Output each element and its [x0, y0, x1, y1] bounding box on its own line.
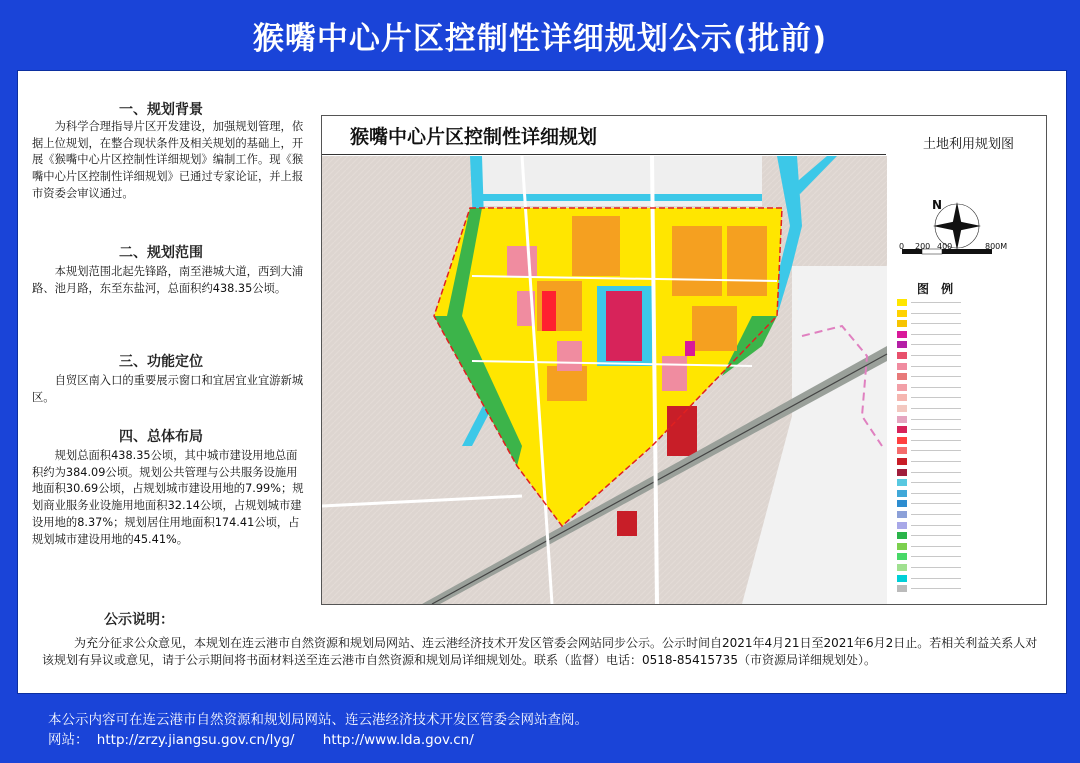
- footer-url-1[interactable]: http://zrzy.jiangsu.gov.cn/lyg/: [96, 732, 295, 748]
- legend-line: [911, 482, 961, 483]
- legend-line: [911, 397, 961, 398]
- legend-swatch: [897, 331, 907, 338]
- section-body-scope: 本规划范围北起先锋路，南至港城大道，西到大浦路、池月路，东至东盐河，总面积约438.35公顷。: [32, 265, 304, 295]
- legend-line: [911, 419, 961, 420]
- legend-line: [911, 355, 961, 356]
- legend-swatch: [897, 575, 907, 582]
- scale-label-800: 800M: [985, 242, 1008, 251]
- legend-swatch: [897, 405, 907, 412]
- legend-line: [911, 546, 961, 547]
- legend-line: [911, 472, 961, 473]
- legend-item: [897, 351, 961, 360]
- section-heading-scope: 二、规划范围: [119, 245, 203, 261]
- legend-line: [911, 344, 961, 345]
- legend-line: [911, 302, 961, 303]
- legend-swatch: [897, 479, 907, 486]
- legend-item: [897, 574, 961, 583]
- legend-item: [897, 531, 961, 540]
- legend-item: [897, 330, 961, 339]
- legend-swatch: [897, 522, 907, 529]
- legend-line: [911, 387, 961, 388]
- section-heading-function: 三、功能定位: [119, 354, 203, 370]
- legend-line: [911, 578, 961, 579]
- legend-item: [897, 478, 961, 487]
- legend-item: [897, 552, 961, 561]
- notice-heading: 公示说明：: [104, 612, 174, 628]
- scale-label-400: 400: [937, 242, 953, 251]
- legend-swatch: [897, 416, 907, 423]
- legend-line: [911, 366, 961, 367]
- legend-line: [911, 440, 961, 441]
- legend-swatch: [897, 564, 907, 571]
- footer-line1: 本公示内容可在连云港市自然资源和规划局网站、连云港经济技术开发区管委会网站查阅。: [48, 712, 588, 728]
- legend-swatch: [897, 299, 907, 306]
- section-body-layout: 规划总面积438.35公顷，其中城市建设用地总面积约为384.09公顷。规划公共管理与公共服务设施用地面积30.69公顷，占规划城市建设用地的7.99%；规划商业服务业设施用地面积32.14公顷，占规划城市建设用地的8.37%；规划居住用地面积174.41公顷，占规划城市建设用地的45.41%。: [32, 449, 304, 546]
- legend-line: [911, 323, 961, 324]
- legend-swatch: [897, 320, 907, 327]
- land-use-map: [321, 115, 1047, 605]
- footer-website-label: 网站：: [48, 732, 89, 748]
- legend-item: [897, 563, 961, 572]
- legend-item: [897, 499, 961, 508]
- legend-item: [897, 584, 961, 593]
- legend-line: [911, 408, 961, 409]
- section-body-background: 为科学合理指导片区开发建设，加强规划管理，依据上位规划，在整合现状条件及相关规划的基础上，开展《猴嘴中心片区控制性详细规划》编制工作。现《猴嘴中心片区控制性详细规划》已通过专家论证，并上报市资委会审议通过。: [32, 120, 304, 200]
- legend-item: [897, 393, 961, 402]
- legend-swatch: [897, 310, 907, 317]
- legend-item: [897, 446, 961, 455]
- legend-line: [911, 376, 961, 377]
- block-public: [507, 246, 537, 276]
- legend-swatch: [897, 437, 907, 444]
- section-body-function: 自贸区南入口的重要展示窗口和宜居宜业宜游新城区。: [32, 374, 304, 404]
- legend-swatch: [897, 363, 907, 370]
- scale-label-200: 200: [915, 242, 931, 251]
- section-heading-layout: 四、总体布局: [119, 429, 203, 445]
- legend-line: [911, 334, 961, 335]
- legend-swatch: [897, 532, 907, 539]
- legend-item: [897, 457, 961, 466]
- page-title: 猴嘴中心片区控制性详细规划公示(批前): [252, 21, 828, 57]
- legend-line: [911, 588, 961, 589]
- legend-item: [897, 436, 961, 445]
- section-heading-background: 一、规划背景: [119, 102, 203, 118]
- legend-item: [897, 309, 961, 318]
- central-commercial: [606, 291, 642, 361]
- legend-swatch: [897, 373, 907, 380]
- legend-line: [911, 567, 961, 568]
- legend-swatch: [897, 585, 907, 592]
- legend-swatch: [897, 384, 907, 391]
- legend-swatch: [897, 543, 907, 550]
- legend-swatch: [897, 352, 907, 359]
- notice-body: 为充分征求公众意见，本规划在连云港市自然资源和规划局网站、连云港经济技术开发区管委会网站同步公示。公示时间自2021年4月21日至2021年6月2日止。若相关利益关系人对该规划有异议或意见，请于公示期间将书面材料送至连云港市自然资源和规划局详细规划处。联系（监督）电话：0518-85415735（市资源局详细规划处）。: [42, 636, 1038, 667]
- notice-panel: [17, 70, 1067, 694]
- legend-line: [911, 535, 961, 536]
- scale-label-0: 0: [899, 242, 905, 251]
- legend-line: [911, 556, 961, 557]
- legend-title: 图 例: [917, 282, 958, 296]
- legend-swatch: [897, 490, 907, 497]
- footer-url-2[interactable]: http://www.lda.gov.cn/: [322, 732, 474, 748]
- legend-swatch: [897, 394, 907, 401]
- legend-swatch: [897, 447, 907, 454]
- legend-item: [897, 298, 961, 307]
- legend-item: [897, 404, 961, 413]
- legend-line: [911, 525, 961, 526]
- footer-line2: [48, 730, 588, 750]
- legend-item: [897, 468, 961, 477]
- legend-swatch: [897, 458, 907, 465]
- legend-item: [897, 510, 961, 519]
- legend-item: [897, 383, 961, 392]
- block-red-south: [667, 406, 697, 456]
- legend-swatch: [897, 469, 907, 476]
- legend-item: [897, 362, 961, 371]
- legend-swatch: [897, 341, 907, 348]
- legend-item: [897, 425, 961, 434]
- legend-line: [911, 514, 961, 515]
- legend-swatch: [897, 500, 907, 507]
- legend-swatch: [897, 426, 907, 433]
- legend-item: [897, 415, 961, 424]
- footer: [48, 710, 588, 750]
- legend-line: [911, 503, 961, 504]
- legend-item: [897, 521, 961, 530]
- north-label: N: [932, 198, 943, 212]
- legend-line: [911, 429, 961, 430]
- legend-item: [897, 340, 961, 349]
- legend-item: [897, 489, 961, 498]
- legend-line: [911, 493, 961, 494]
- legend-line: [911, 450, 961, 451]
- map-subtitle: 土地利用规划图: [922, 137, 1014, 152]
- legend-swatch: [897, 511, 907, 518]
- legend-item: [897, 319, 961, 328]
- map-title: 猴嘴中心片区控制性详细规划: [350, 126, 598, 148]
- legend-line: [911, 313, 961, 314]
- block-commercial: [572, 216, 620, 276]
- legend-line: [911, 461, 961, 462]
- legend-item: [897, 372, 961, 381]
- legend-item: [897, 542, 961, 551]
- legend-swatch: [897, 553, 907, 560]
